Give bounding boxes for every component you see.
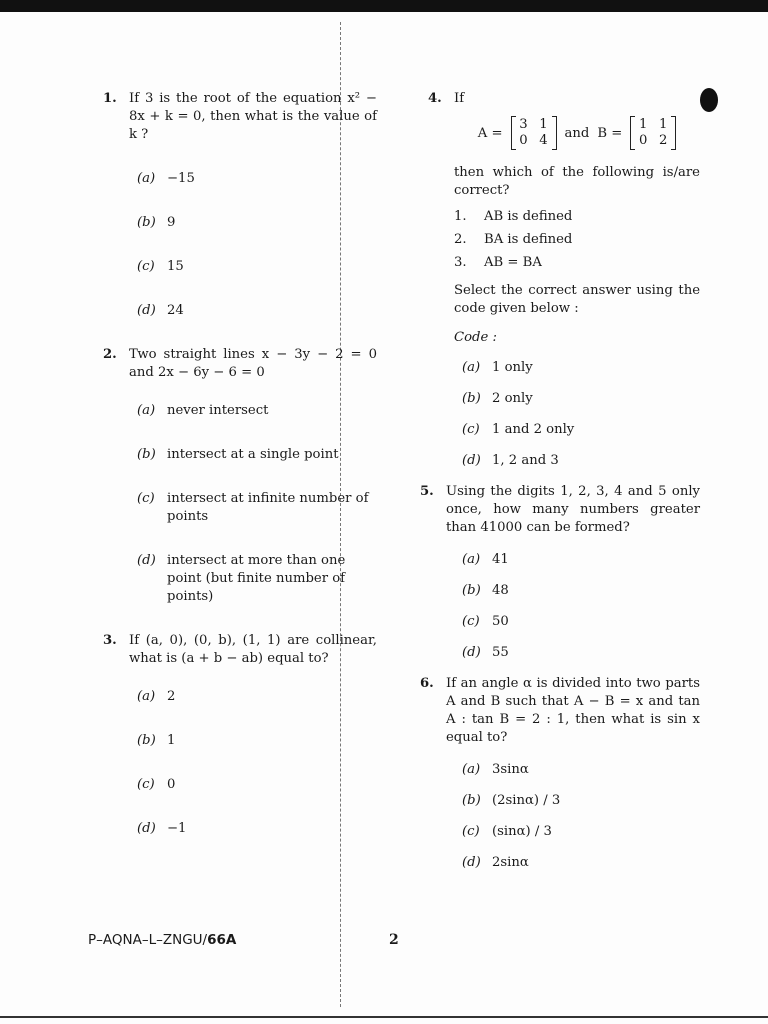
statement-number: 1. xyxy=(454,209,467,224)
page-number: 2 xyxy=(389,932,399,948)
option-text: intersect at more than one point (but finite number of points) xyxy=(167,553,346,604)
option-label: (b) xyxy=(137,215,156,230)
option[interactable] xyxy=(462,792,700,810)
option-label: (a) xyxy=(462,360,481,375)
matrix-cell: 4 xyxy=(539,133,548,148)
statement-text: AB is defined xyxy=(484,209,573,224)
matrix-b xyxy=(630,116,676,150)
option[interactable] xyxy=(462,359,700,377)
option-text: intersect at a single point xyxy=(167,447,339,462)
option[interactable] xyxy=(137,688,377,706)
option[interactable] xyxy=(137,552,377,606)
option-label: (d) xyxy=(137,821,156,836)
question-intro: If xyxy=(454,91,465,106)
option-text: (2sinα) / 3 xyxy=(492,793,561,808)
matrix-cell: 1 xyxy=(639,117,648,132)
option-label: (b) xyxy=(462,793,481,808)
right-column xyxy=(420,86,700,885)
option[interactable] xyxy=(137,490,377,526)
question-number: 4. xyxy=(428,91,442,106)
option[interactable] xyxy=(462,421,700,439)
option-text: 0 xyxy=(167,777,176,792)
question-3 xyxy=(105,632,377,668)
select-instruction: Select the correct answer using the code given below : xyxy=(454,283,700,316)
left-column xyxy=(105,86,377,864)
option-text: 9 xyxy=(167,215,176,230)
question-text: Two straight lines x − 3y − 2 = 0 and 2x − 6y − 6 = 0 xyxy=(129,347,377,380)
option-text: 3sinα xyxy=(492,762,529,777)
option-text: −1 xyxy=(167,821,187,836)
question-4 xyxy=(430,90,700,108)
matrix-cell: 3 xyxy=(519,117,528,132)
option-text: 48 xyxy=(492,583,509,598)
ink-blot xyxy=(700,88,718,112)
q1-options xyxy=(105,170,377,320)
option[interactable] xyxy=(462,582,700,600)
option[interactable] xyxy=(462,390,700,408)
matrix-cell: 1 xyxy=(539,117,548,132)
option-label: (b) xyxy=(462,391,481,406)
option[interactable] xyxy=(462,644,700,662)
option-label: (d) xyxy=(137,303,156,318)
matrix-cell: 1 xyxy=(659,117,668,132)
option[interactable] xyxy=(137,732,377,750)
option-text: 1 xyxy=(167,733,176,748)
option[interactable] xyxy=(137,776,377,794)
option-label: (c) xyxy=(137,259,155,274)
option[interactable] xyxy=(137,214,377,232)
statement xyxy=(454,231,700,249)
question-1 xyxy=(105,90,377,144)
option-label: (a) xyxy=(462,552,481,567)
question-2 xyxy=(105,346,377,382)
option-label: (c) xyxy=(137,491,155,506)
question-number: 6. xyxy=(420,676,434,691)
option-text: 2sinα xyxy=(492,855,529,870)
option-text: 1 only xyxy=(492,360,533,375)
paper-code-prefix: P–AQNA–L–ZNGU/ xyxy=(88,932,208,948)
question-text: If (a, 0), (0, b), (1, 1) are collinear, what is (a + b − ab) equal to? xyxy=(129,633,377,666)
option-text: never intersect xyxy=(167,403,269,418)
matrix-cell: 0 xyxy=(639,133,648,148)
option-label: (a) xyxy=(462,762,481,777)
option-label: (d) xyxy=(462,645,481,660)
option-label: (b) xyxy=(462,583,481,598)
option[interactable] xyxy=(137,446,377,464)
option-label: (b) xyxy=(137,733,156,748)
option-text: 1 and 2 only xyxy=(492,422,575,437)
matrix-definitions xyxy=(454,116,700,150)
q6-options xyxy=(430,761,700,872)
option[interactable] xyxy=(462,761,700,779)
statement xyxy=(454,254,700,272)
option[interactable] xyxy=(137,402,377,420)
option[interactable] xyxy=(462,823,700,841)
option[interactable] xyxy=(462,854,700,872)
question-number: 3. xyxy=(103,633,117,648)
matrix-b-name: B = xyxy=(597,125,623,141)
option[interactable] xyxy=(462,551,700,569)
option[interactable] xyxy=(137,302,377,320)
option[interactable] xyxy=(137,258,377,276)
matrix-cell: 0 xyxy=(519,133,528,148)
option-text: 50 xyxy=(492,614,509,629)
option-text: 55 xyxy=(492,645,509,660)
statement-text: BA is defined xyxy=(484,232,573,247)
and-text: and xyxy=(564,125,590,141)
option-label: (b) xyxy=(137,447,156,462)
matrix-a xyxy=(511,116,557,150)
question-number: 5. xyxy=(420,484,434,499)
option[interactable] xyxy=(462,452,700,470)
option-text: 41 xyxy=(492,552,509,567)
question-text: If 3 is the root of the equation x² − 8x + k = 0, then what is the value of k ? xyxy=(129,91,377,142)
option-label: (c) xyxy=(137,777,155,792)
option-label: (c) xyxy=(462,422,480,437)
paper-code-suffix: 66A xyxy=(207,932,237,948)
statement-number: 3. xyxy=(454,255,467,270)
matrix-a-name: A = xyxy=(477,125,503,141)
option-label: (c) xyxy=(462,824,480,839)
code-label: Code : xyxy=(454,330,497,345)
option[interactable] xyxy=(462,613,700,631)
matrix-cell: 2 xyxy=(659,133,668,148)
option-label: (a) xyxy=(137,689,156,704)
option-text: 15 xyxy=(167,259,184,274)
option-label: (a) xyxy=(137,403,156,418)
q4-options xyxy=(430,359,700,470)
option-text: −15 xyxy=(167,171,195,186)
option-text: intersect at infinite number of points xyxy=(167,491,369,524)
question-text: then which of the following is/are correct? xyxy=(454,165,700,198)
option-text: (sinα) / 3 xyxy=(492,824,552,839)
option[interactable] xyxy=(137,170,377,188)
question-text: If an angle α is divided into two parts A and B such that A − B = x and tan A : tan B = 2 : 1, then what is sin x equal to? xyxy=(446,676,700,745)
option-label: (a) xyxy=(137,171,156,186)
option-text: 2 xyxy=(167,689,176,704)
statement-number: 2. xyxy=(454,232,467,247)
question-number: 1. xyxy=(103,91,117,106)
option-label: (d) xyxy=(462,453,481,468)
statement-text: AB = BA xyxy=(484,255,542,270)
question-number: 2. xyxy=(103,347,117,362)
q4-statements xyxy=(430,208,700,272)
q3-options xyxy=(105,688,377,838)
statement xyxy=(454,208,700,226)
option-text: 24 xyxy=(167,303,184,318)
page-top-border xyxy=(0,0,768,12)
q5-options xyxy=(430,551,700,662)
option-text: 2 only xyxy=(492,391,533,406)
option-label: (d) xyxy=(137,553,156,568)
paper-code xyxy=(88,932,236,948)
option-label: (c) xyxy=(462,614,480,629)
q2-options xyxy=(105,402,377,606)
question-5 xyxy=(422,483,700,537)
page-bottom-border xyxy=(0,1016,768,1018)
question-text: Using the digits 1, 2, 3, 4 and 5 only once, how many numbers greater than 41000 can be formed? xyxy=(446,484,700,535)
option[interactable] xyxy=(137,820,377,838)
question-6 xyxy=(422,675,700,747)
option-label: (d) xyxy=(462,855,481,870)
option-text: 1, 2 and 3 xyxy=(492,453,559,468)
